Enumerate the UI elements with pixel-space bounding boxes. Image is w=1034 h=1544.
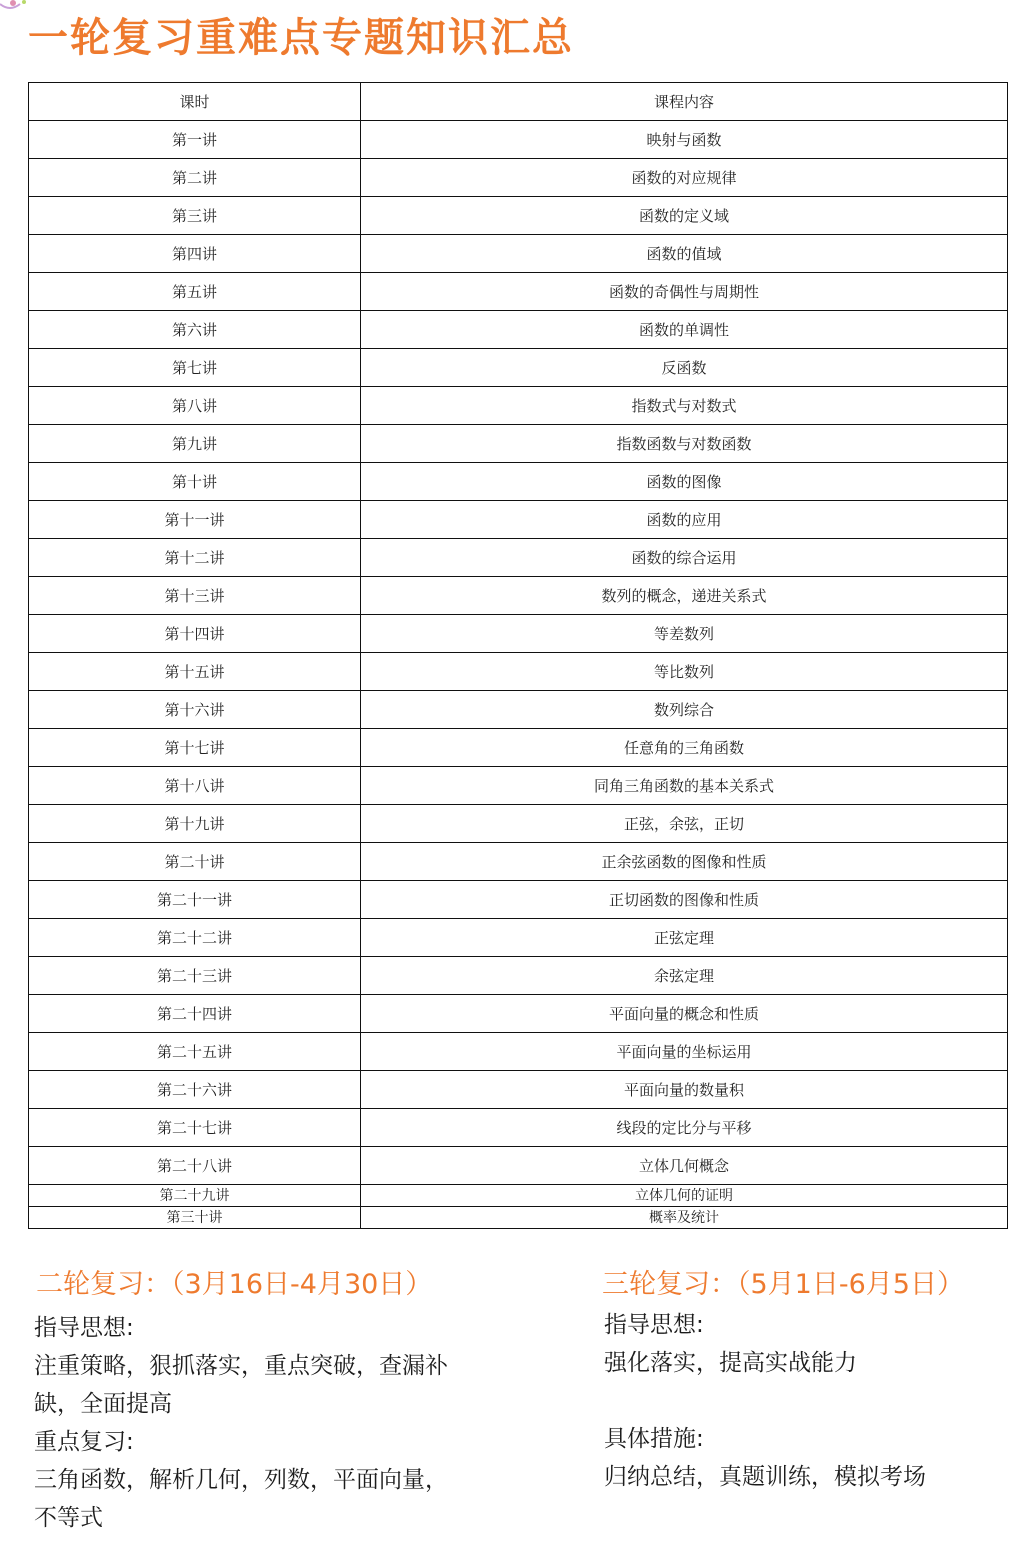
content-cell: 函数的对应规律: [361, 159, 1008, 197]
table-row: [29, 197, 1008, 235]
second-round-focus-label: 重点复习:: [34, 1429, 134, 1455]
content-cell: 等比数列: [361, 653, 1008, 691]
header-content: 课程内容: [361, 83, 1008, 121]
lesson-cell: 第十二讲: [29, 539, 361, 577]
table-row: [29, 691, 1008, 729]
content-cell: 任意角的三角函数: [361, 729, 1008, 767]
lesson-cell: 第七讲: [29, 349, 361, 387]
second-round-focus-line2: 不等式: [34, 1505, 103, 1531]
lesson-cell: 第四讲: [29, 235, 361, 273]
table-row: [29, 311, 1008, 349]
second-round-focus-line1: 三角函数，解析几何，列数，平面向量，: [34, 1467, 448, 1493]
content-cell: 函数的应用: [361, 501, 1008, 539]
lesson-cell: 第二十三讲: [29, 957, 361, 995]
lesson-cell: 第一讲: [29, 121, 361, 159]
lesson-cell: 第九讲: [29, 425, 361, 463]
spacer: [604, 1382, 1024, 1420]
content-cell: 等差数列: [361, 615, 1008, 653]
table-row: [29, 843, 1008, 881]
content-cell: 反函数: [361, 349, 1008, 387]
third-round-body: [604, 1306, 1024, 1496]
content-cell: 数列的概念，递进关系式: [361, 577, 1008, 615]
lesson-cell: 第十五讲: [29, 653, 361, 691]
lesson-cell: 第二十六讲: [29, 1071, 361, 1109]
content-cell: 函数的单调性: [361, 311, 1008, 349]
third-round-heading: 三轮复习：（5月1日-6月5日）: [602, 1269, 964, 1300]
second-round-guide-label: 指导思想:: [34, 1315, 134, 1341]
lesson-cell: 第十六讲: [29, 691, 361, 729]
lesson-cell: 第二十二讲: [29, 919, 361, 957]
lesson-cell: 第五讲: [29, 273, 361, 311]
table-row: [29, 501, 1008, 539]
table-row: [29, 235, 1008, 273]
second-round-guide-line2: 缺，全面提高: [34, 1391, 172, 1417]
table-row: [29, 159, 1008, 197]
table-row: [29, 349, 1008, 387]
content-cell: 正弦，余弦，正切: [361, 805, 1008, 843]
content-cell: 映射与函数: [361, 121, 1008, 159]
content-cell: 余弦定理: [361, 957, 1008, 995]
table-row: [29, 805, 1008, 843]
content-cell: 函数的值域: [361, 235, 1008, 273]
content-cell: 指数函数与对数函数: [361, 425, 1008, 463]
table-row: [29, 729, 1008, 767]
table-row: [29, 577, 1008, 615]
content-cell: 函数的定义域: [361, 197, 1008, 235]
content-cell: 数列综合: [361, 691, 1008, 729]
table-row: [29, 615, 1008, 653]
table-row: [29, 767, 1008, 805]
table-row: [29, 121, 1008, 159]
table-row: [29, 881, 1008, 919]
table-row: [29, 1033, 1008, 1071]
course-schedule-table: [28, 82, 1008, 1229]
content-cell: 平面向量的概念和性质: [361, 995, 1008, 1033]
content-cell: 函数的奇偶性与周期性: [361, 273, 1008, 311]
lesson-cell: 第六讲: [29, 311, 361, 349]
content-cell: 正切函数的图像和性质: [361, 881, 1008, 919]
content-cell: 同角三角函数的基本关系式: [361, 767, 1008, 805]
lesson-cell: 第二十五讲: [29, 1033, 361, 1071]
content-cell: 函数的图像: [361, 463, 1008, 501]
content-cell: 函数的综合运用: [361, 539, 1008, 577]
lesson-cell: 第二十八讲: [29, 1147, 361, 1185]
content-cell: 线段的定比分与平移: [361, 1109, 1008, 1147]
table-row: [29, 387, 1008, 425]
table-row: [29, 273, 1008, 311]
content-cell: 指数式与对数式: [361, 387, 1008, 425]
table-row: [29, 539, 1008, 577]
lesson-cell: 第八讲: [29, 387, 361, 425]
table-row: [29, 1109, 1008, 1147]
table-row: [29, 995, 1008, 1033]
lesson-cell: 第十四讲: [29, 615, 361, 653]
lesson-cell: 第三十讲: [29, 1207, 361, 1229]
table-header-row: [29, 83, 1008, 121]
third-round-measures-label: 具体措施:: [604, 1426, 704, 1452]
third-round-guide-text: 强化落实，提高实战能力: [604, 1350, 857, 1376]
content-cell: 正余弦函数的图像和性质: [361, 843, 1008, 881]
third-round-guide-label: 指导思想:: [604, 1312, 704, 1338]
content-cell: 正弦定理: [361, 919, 1008, 957]
second-round-guide-line1: 注重策略，狠抓落实，重点突破，查漏补: [34, 1353, 448, 1379]
content-cell: 立体几何的证明: [361, 1185, 1008, 1207]
lesson-cell: 第二十九讲: [29, 1185, 361, 1207]
lesson-cell: 第十讲: [29, 463, 361, 501]
table-row: [29, 919, 1008, 957]
table-row: [29, 463, 1008, 501]
lesson-cell: 第二十七讲: [29, 1109, 361, 1147]
second-round-heading: 二轮复习：（3月16日-4月30日）: [36, 1269, 433, 1300]
table-row: [29, 957, 1008, 995]
lesson-cell: 第十三讲: [29, 577, 361, 615]
table-row: [29, 425, 1008, 463]
table-row: [29, 1071, 1008, 1109]
third-round-measures-text: 归纳总结，真题训练，模拟考场: [604, 1464, 926, 1490]
lesson-cell: 第二十一讲: [29, 881, 361, 919]
header-lesson: 课时: [29, 83, 361, 121]
lesson-cell: 第二讲: [29, 159, 361, 197]
lesson-cell: 第十一讲: [29, 501, 361, 539]
table-row: [29, 1147, 1008, 1185]
table-row: [29, 653, 1008, 691]
content-cell: 平面向量的数量积: [361, 1071, 1008, 1109]
lesson-cell: 第二十四讲: [29, 995, 361, 1033]
page-title: 一轮复习重难点专题知识汇总: [28, 15, 574, 61]
table-row: [29, 1185, 1008, 1207]
lesson-cell: 第十八讲: [29, 767, 361, 805]
table-row: [29, 1207, 1008, 1229]
content-cell: 立体几何概念: [361, 1147, 1008, 1185]
content-cell: 平面向量的坐标运用: [361, 1033, 1008, 1071]
lesson-cell: 第二十讲: [29, 843, 361, 881]
lesson-cell: 第十九讲: [29, 805, 361, 843]
second-round-body: [34, 1309, 554, 1537]
lesson-cell: 第三讲: [29, 197, 361, 235]
lesson-cell: 第十七讲: [29, 729, 361, 767]
content-cell: 概率及统计: [361, 1207, 1008, 1229]
